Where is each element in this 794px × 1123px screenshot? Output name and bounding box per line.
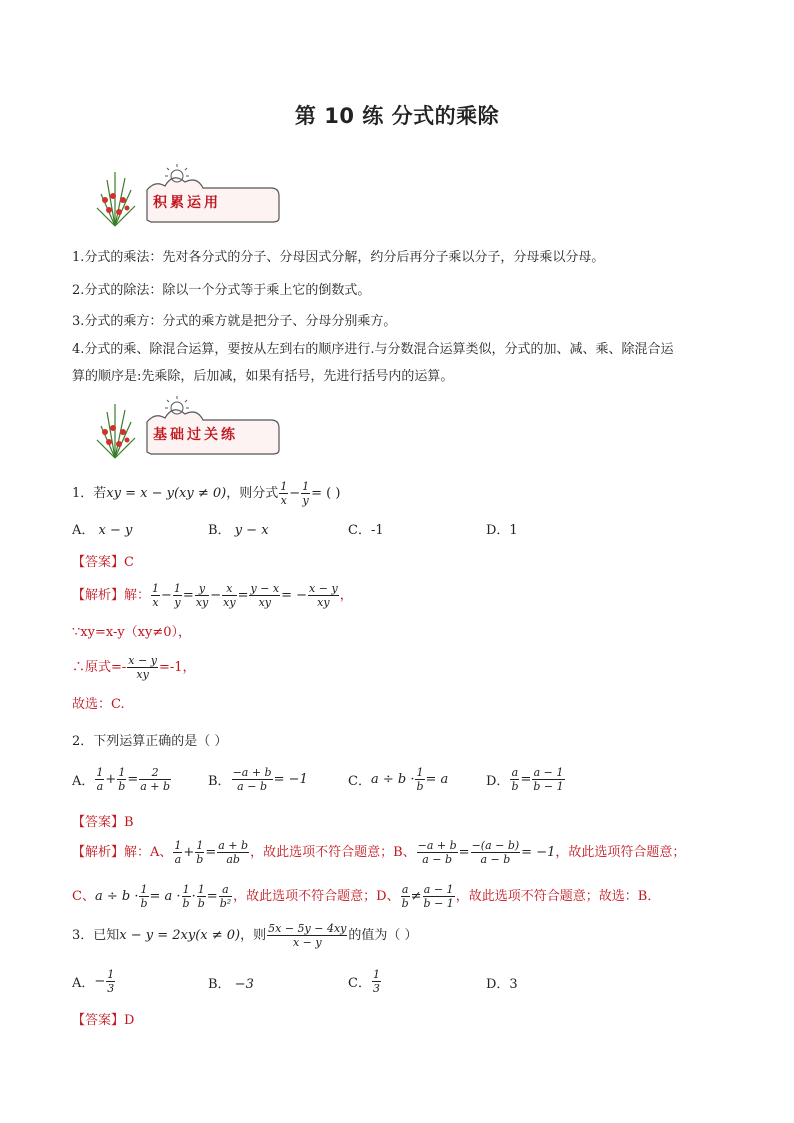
question-3-stem: 3．已知 x − y = 2xy(x ≠ 0) ，则 $\frac{5x - 5y - 4xy}{x - y}$ 的值为（ ）	[72, 922, 418, 949]
q2-option-b: B． $\frac{-a + b}{a - b}$ = −1	[208, 766, 308, 793]
question-2-stem: 2．下列运算正确的是（ ）	[72, 734, 228, 749]
banner-label: 积累运用	[153, 195, 221, 211]
q1-condition: xy = x − y(xy ≠ 0)	[106, 485, 227, 501]
question-1-stem: 1．若 xy = x − y(xy ≠ 0) ，则分式 $\frac{1}{x}$ − $\frac{1}{y}$ = ( )	[72, 480, 341, 507]
banner-label: 基础过关练	[153, 427, 238, 443]
rule-1: 1.分式的乘法：先对各分式的分子、分母因式分解，约分后再分子乘以分子，分母乘以分母。	[72, 250, 605, 265]
q3-option-b: B． −3	[208, 977, 254, 992]
q1-answer: 【答案】C	[72, 555, 134, 570]
q1-option-a: A． x − y	[72, 523, 133, 538]
q3-option-d: D．3	[486, 977, 518, 992]
q1-analysis: 【解析】解： $\frac{1}{x}$ − $\frac{1}{y}$ = $\frac{y}{xy}$ − $\frac{x}{xy}$ = $\frac{y - x}{xy}$ = − $\frac{x - y}{xy}$ ，	[72, 582, 353, 609]
q2-analysis-line2: C、 a ÷ b · $\frac{1}{b}$ = a · $\frac{1}{b}$ · $\frac{1}{b}$ = $\frac{a}{\text{b²}}$ ，故此选项不符合题意；D、 $\frac{a}{b}$ ≠ $\frac{a - 1}{b - 1}$ ，故此选项不符合题意；故选：B．	[72, 883, 661, 910]
rule-4-line1: 4.分式的乘、除混合运算，要按从左到右的顺序进行.与分数混合运算类似，分式的加、减、乘、除混合运	[72, 342, 674, 357]
page-title: 第 10 练 分式的乘除	[294, 104, 500, 128]
q2-analysis-line1: 【解析】解：A、 $\frac{1}{a}$ + $\frac{1}{b}$ = $\frac{a + b}{ab}$ ，故此选项不符合题意；B、 $\frac{-a + b}{a - b}$ = $\frac{-(a - b)}{a - b}$ = −1 ，故此选项符合题意；	[72, 839, 686, 866]
section-banner-basic	[85, 392, 285, 462]
section-banner-accumulate	[85, 160, 285, 230]
q1-analysis-line4: 故选：C.	[72, 697, 125, 712]
fraction-1-over-y: $\frac{1}{y}$	[302, 480, 310, 507]
q1-option-b: B． y − x	[208, 523, 269, 538]
q1-analysis-line2: ∵xy=x-y（xy≠0），	[72, 625, 192, 640]
rule-3: 3.分式的乘方：分式的乘方就是把分子、分母分别乘方。	[72, 314, 397, 329]
q1-analysis-line3: ∴原式=- $\frac{x - y}{xy}$ =-1，	[72, 654, 196, 681]
q3-option-c: C． $\frac{1}{3}$	[348, 968, 380, 995]
rule-2: 2.分式的除法：除以一个分式等于乘上它的倒数式。	[72, 283, 371, 298]
q2-answer: 【答案】B	[72, 815, 134, 830]
q3-option-a: A． − $\frac{1}{3}$	[72, 968, 115, 995]
q1-mid: ，则分式	[226, 485, 279, 501]
q1-prefix: 1．若	[72, 485, 107, 501]
q2-option-c: C． a ÷ b · $\frac{1}{b}$ = a	[348, 766, 449, 793]
fraction-1-over-x: $\frac{1}{x}$	[280, 480, 288, 507]
q3-answer: 【答案】D	[72, 1013, 135, 1028]
q1-option-c: C．-1	[348, 523, 384, 538]
q2-option-a: A． $\frac{1}{a}$ + $\frac{1}{b}$ = $\frac{2}{a + b}$	[72, 766, 171, 793]
rule-4-line2: 算的顺序是:先乘除，后加减，如果有括号，先进行括号内的运算。	[72, 369, 454, 384]
q1-analysis-label: 【解析】解：	[72, 587, 151, 603]
q1-suffix: = ( )	[311, 485, 341, 501]
q1-option-d: D．1	[486, 523, 518, 538]
q2-option-d: D． $\frac{a}{b}$ = $\frac{a - 1}{b - 1}$	[486, 766, 564, 793]
